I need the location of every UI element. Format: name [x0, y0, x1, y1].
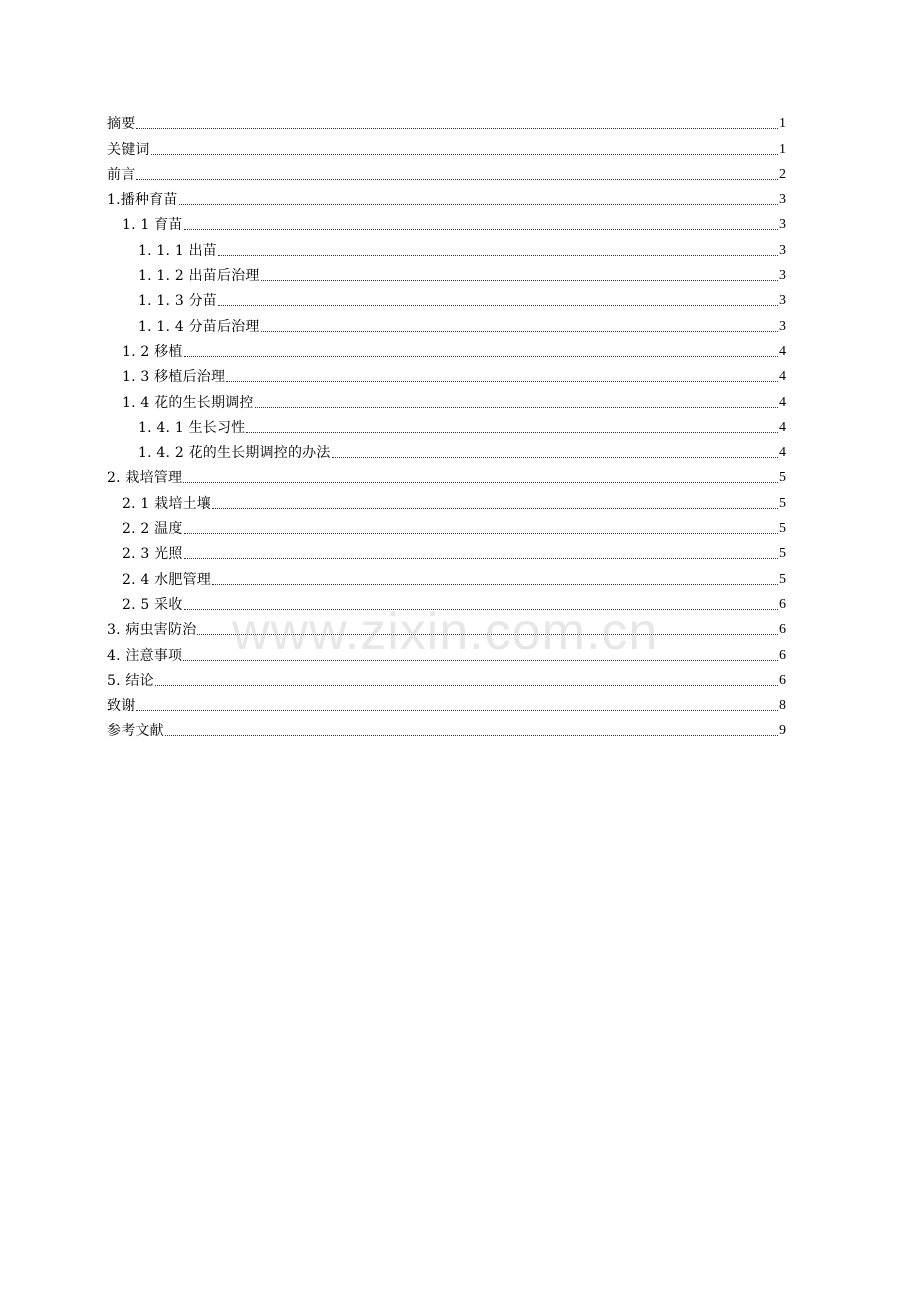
toc-entry[interactable] [107, 108, 786, 133]
toc-entry[interactable] [107, 234, 786, 259]
toc-entry[interactable] [107, 614, 786, 639]
toc-entry[interactable] [107, 260, 786, 285]
toc-dot-leader [179, 203, 778, 205]
toc-entry-title: 4. 注意事项 [107, 647, 183, 664]
toc-dot-leader [151, 153, 778, 155]
toc-dot-leader [136, 709, 778, 711]
toc-entry-title: 5. 结论 [107, 672, 154, 689]
toc-dot-leader [183, 659, 778, 661]
toc-entry[interactable] [107, 639, 786, 664]
toc-page-number: 4 [779, 343, 786, 359]
toc-page-number: 3 [779, 217, 786, 233]
toc-dot-leader [218, 304, 778, 306]
toc-entry[interactable] [107, 462, 786, 487]
toc-dot-leader [212, 507, 778, 509]
toc-page-number: 9 [779, 723, 786, 739]
toc-dot-leader [184, 228, 778, 230]
toc-entry[interactable] [107, 133, 786, 158]
toc-entry-title: 1. 1. 1 出苗 [138, 242, 217, 259]
toc-entry-title: 1.播种育苗 [107, 192, 178, 209]
toc-page-number: 4 [779, 369, 786, 385]
toc-page-number: 6 [779, 622, 786, 638]
toc-entry-title: 1. 1. 4 分苗后治理 [138, 318, 260, 335]
toc-page-number: 4 [779, 419, 786, 435]
toc-entry[interactable] [107, 209, 786, 234]
toc-entry-title: 3. 病虫害防治 [107, 622, 197, 639]
toc-page-number: 4 [779, 445, 786, 461]
toc-dot-leader [332, 456, 778, 458]
toc-entry-title: 1. 4. 1 生长习性 [138, 419, 246, 436]
toc-entry-title: 1. 4 花的生长期调控 [122, 394, 254, 411]
toc-dot-leader [261, 330, 778, 332]
toc-entry-title: 2. 5 采收 [122, 596, 183, 613]
toc-page-number: 5 [779, 571, 786, 587]
toc-entry[interactable] [107, 159, 786, 184]
toc-entry[interactable] [107, 336, 786, 361]
toc-entry-title: 1. 4. 2 花的生长期调控的办法 [138, 445, 331, 462]
toc-page-number: 3 [779, 318, 786, 334]
toc-dot-leader [165, 734, 778, 736]
toc-dot-leader [246, 431, 778, 433]
toc-page-number: 4 [779, 394, 786, 410]
toc-page-number: 5 [779, 521, 786, 537]
toc-page-number: 3 [779, 293, 786, 309]
toc-entry[interactable] [107, 513, 786, 538]
toc-entry[interactable] [107, 386, 786, 411]
toc-page-number: 6 [779, 647, 786, 663]
toc-entry[interactable] [107, 184, 786, 209]
toc-dot-leader [226, 380, 778, 382]
toc-page-number: 3 [779, 242, 786, 258]
toc-dot-leader [136, 178, 778, 180]
table-of-contents [107, 108, 786, 740]
toc-dot-leader [136, 127, 778, 129]
toc-page-number: 1 [779, 141, 786, 157]
toc-page-number: 5 [779, 546, 786, 562]
toc-dot-leader [184, 355, 778, 357]
toc-entry-title: 1. 1 育苗 [122, 217, 183, 234]
toc-dot-leader [212, 583, 778, 585]
toc-dot-leader [184, 532, 778, 534]
toc-entry[interactable] [107, 285, 786, 310]
toc-dot-leader [255, 406, 778, 408]
toc-page-number: 8 [779, 698, 786, 714]
toc-entry-title: 摘要 [107, 116, 136, 133]
toc-entry[interactable] [107, 412, 786, 437]
toc-page-number: 6 [779, 596, 786, 612]
toc-page-number: 2 [779, 166, 786, 182]
toc-dot-leader [184, 557, 778, 559]
toc-entry-title: 1. 3 移植后治理 [122, 369, 226, 386]
toc-entry[interactable] [107, 310, 786, 335]
toc-entry-title: 2. 3 光照 [122, 546, 183, 563]
toc-page-number: 5 [779, 495, 786, 511]
toc-entry-title: 1. 2 移植 [122, 343, 183, 360]
toc-dot-leader [218, 254, 778, 256]
toc-dot-leader [184, 608, 778, 610]
toc-page-number: 6 [779, 672, 786, 688]
toc-dot-leader [261, 279, 778, 281]
toc-entry[interactable] [107, 589, 786, 614]
toc-entry-title: 2. 栽培管理 [107, 470, 183, 487]
toc-entry[interactable] [107, 361, 786, 386]
toc-dot-leader [197, 633, 778, 635]
toc-entry-title: 2. 1 栽培土壤 [122, 495, 211, 512]
toc-entry[interactable] [107, 487, 786, 512]
toc-entry-title: 1. 1. 3 分苗 [138, 293, 217, 310]
toc-entry[interactable] [107, 690, 786, 715]
toc-entry-title: 参考文献 [107, 723, 164, 740]
toc-entry-title: 致谢 [107, 698, 136, 715]
toc-entry-title: 2. 2 温度 [122, 521, 183, 538]
toc-entry[interactable] [107, 665, 786, 690]
toc-page-number: 3 [779, 192, 786, 208]
toc-page-number: 1 [779, 116, 786, 132]
toc-page-number: 5 [779, 470, 786, 486]
toc-dot-leader [155, 684, 778, 686]
toc-entry-title: 1. 1. 2 出苗后治理 [138, 268, 260, 285]
toc-entry[interactable] [107, 437, 786, 462]
toc-page-number: 3 [779, 268, 786, 284]
toc-entry-title: 前言 [107, 166, 136, 183]
toc-entry[interactable] [107, 715, 786, 740]
toc-entry-title: 2. 4 水肥管理 [122, 571, 211, 588]
watermark: www.zixin.com.cn [232, 603, 659, 661]
toc-entry-title: 关键词 [107, 141, 150, 158]
toc-entry[interactable] [107, 563, 786, 588]
toc-entry[interactable] [107, 538, 786, 563]
toc-dot-leader [183, 481, 778, 483]
